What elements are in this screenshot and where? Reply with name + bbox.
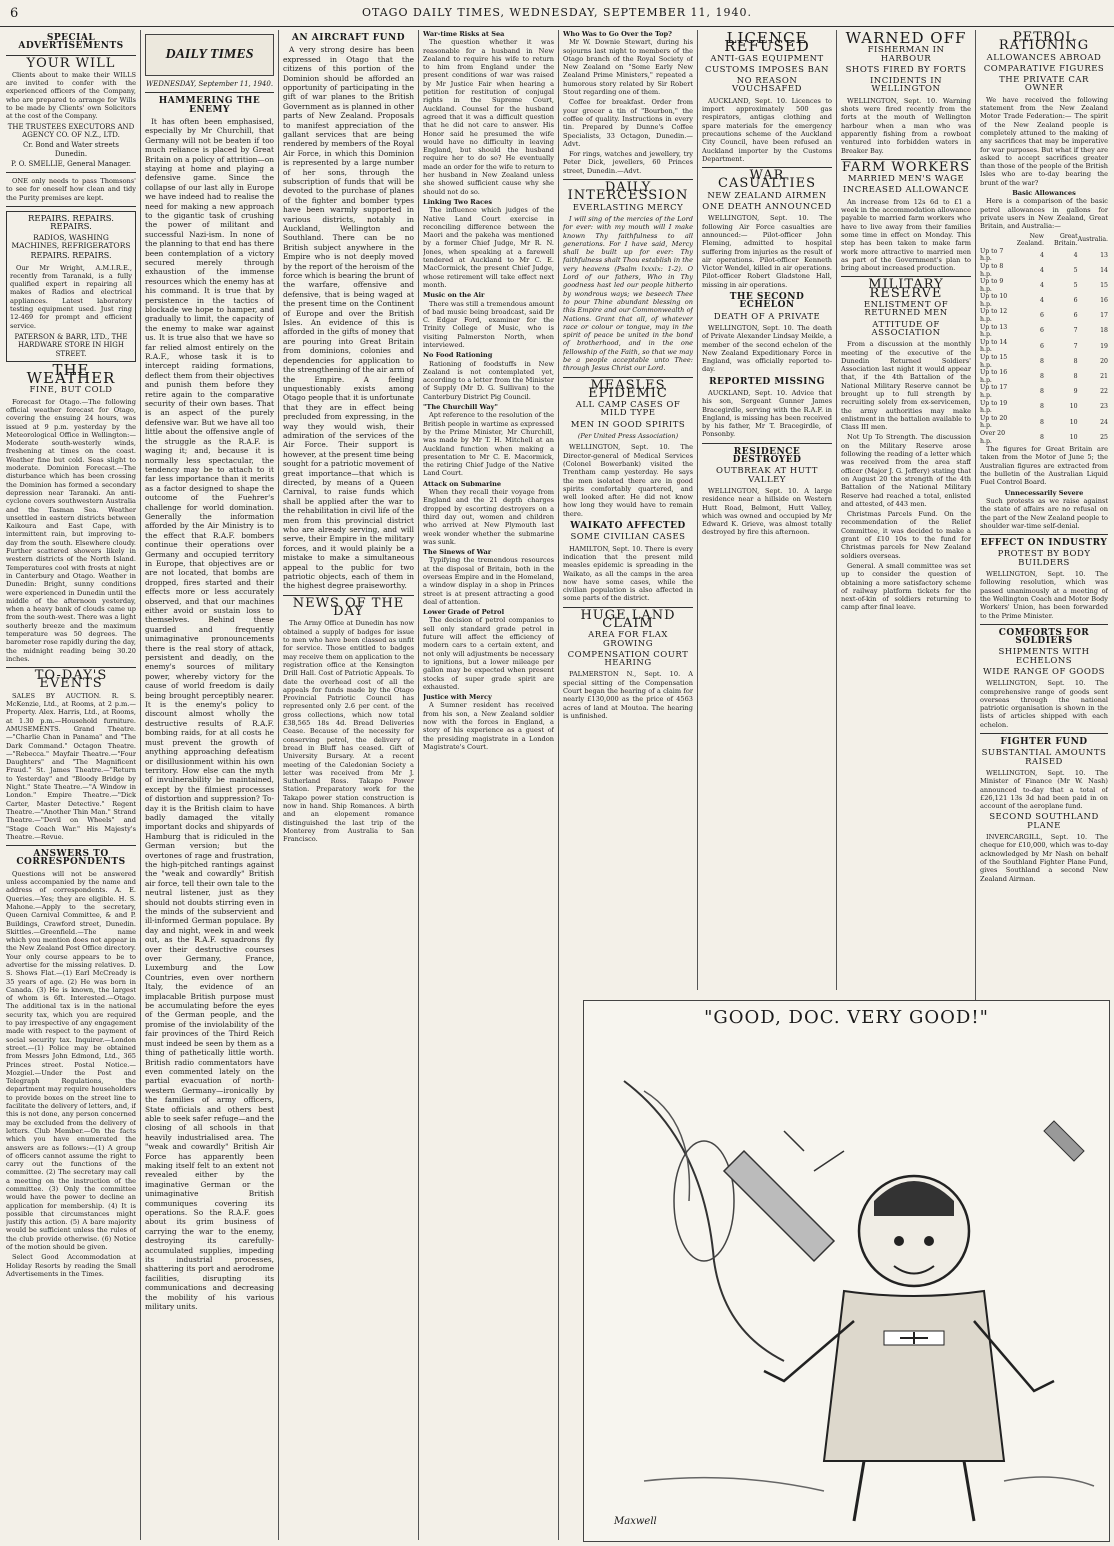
- holiday-ad: Select Good Accommodation at Holiday Resorts by reading the Small Advertisements in the Times.: [6, 1253, 136, 1278]
- table-cell: Up to 7 h.p.: [980, 247, 1004, 263]
- table-cell: [980, 233, 1008, 248]
- column-rule: [836, 30, 837, 990]
- leader-heading: HAMMERING THE ENEMY: [158, 96, 261, 115]
- echelon-heading: THE SECOND ECHELON: [729, 292, 805, 311]
- masthead: [0, 0, 1114, 27]
- column-rule: [558, 30, 559, 1540]
- effect-heading: EFFECT ON INDUSTRY: [980, 538, 1108, 549]
- effect-subheading: PROTEST BY BODY BUILDERS: [997, 549, 1091, 568]
- thomson-ad: ONE only needs to pass Thomsons' to see for oneself how clean and tidy the Purity premises are kept.: [6, 177, 136, 202]
- farm-text: An increase from 12s 6d to £1 a week in the accommodation allowance payable to married farm workers who have to live away from their families some time in effect on Monday. This step has been taken to make farm work more attractive to married men as part of the Government's plan to bring about increased production.: [841, 197, 971, 273]
- table-row: [980, 308, 1108, 323]
- table-cell: 10: [1069, 418, 1078, 426]
- southland-text: INVERCARGILL, Sept. 10. The cheque for £10,000, which was to-day acknowledged by Mr Nash on behalf of the Southland Fighter Plane Fund, gives Southland a second New Zealand Airman.: [980, 833, 1108, 883]
- repairs-title-2: REPAIRS. REPAIRS.: [30, 251, 112, 261]
- military-text: From a discussion at the monthly meeting of the executive of the Dunedin Returned Soldiers' Association last night it would appear that, if the 4th Battalion of the National Military Reserve cannot be brought up to full strength by recruiting solely from ex-servicemen, the army authorities may make enlistment in the battalion available to Class III men.: [841, 340, 971, 432]
- sinews-heading: The Sinews of War: [423, 548, 492, 557]
- table-cell: 7: [1073, 327, 1078, 335]
- column-rule: [278, 30, 279, 1540]
- table-cell: Up to 19 h.p.: [980, 399, 1008, 415]
- rings-ad: For rings, watches and jewellery, try Peter Dick, jewellers, 60 Princes street, Dunedin.—Advt.: [563, 150, 693, 175]
- petrol-rationing-heading: PETROL RATIONING: [998, 30, 1090, 54]
- farm-sub-1: MARRIED MEN'S WAGE: [847, 174, 965, 185]
- licence-sub-2: CUSTOMS IMPOSES BAN: [705, 64, 829, 75]
- intercession-text: I will sing of the mercies of the Lord for ever: with my mouth will I make known Thy faithfulness to all generations. For I have said, Mercy shall be built up for ever: Thy faithfulness shalt Thou establish in the very heavens (Psalm lxxxix: 1-2). O Lord of our fathers, Who in Thy goodness hast led our people hitherto by wondrous ways; we beseech Thee to pour Thine abundant blessing on this Empire and our Commonwealth of Nations. Grant that all, of whatever race or colour or tongue, may in the spirit of peace be united in the bond of brotherhood, and in the one fellowship of the Faith, so that we may be a people acceptable unto Thee: through Jesus Christ our Lord.: [563, 214, 693, 373]
- table-cell: Up to 8 h.p.: [980, 262, 1004, 278]
- waikato-heading: WAIKATO AFFECTED: [570, 521, 686, 532]
- column-4: [423, 30, 554, 1540]
- table-cell: 10: [1069, 433, 1078, 441]
- missing-heading: REPORTED MISSING: [709, 376, 825, 387]
- table-cell: 25: [1100, 433, 1108, 441]
- warned-text: WELLINGTON, Sept. 10. Warning shots were fired recently from the forts at the mouth of Wellington harbour when a man who was apparently fishing from a rowboat ventured into forbidden waters in Breaker Bay.: [841, 96, 971, 155]
- repairs-title: REPAIRS. REPAIRS. REPAIRS.: [27, 214, 115, 233]
- flag-text: DAILY TIMES: [165, 46, 254, 62]
- divider: [980, 733, 1108, 734]
- table-cell: 5: [1073, 266, 1078, 274]
- fighter-subheading: SUBSTANTIAL AMOUNTS RAISED: [981, 748, 1107, 767]
- comforts-sub-1: SHIPMENTS WITH ECHELONS: [998, 647, 1090, 666]
- churchill-heading: "The Churchill Way": [423, 403, 498, 412]
- linking-heading: Linking Two Races: [423, 197, 493, 206]
- warned-heading: WARNED OFF: [845, 30, 967, 47]
- paterson-name: PATERSON & BARR, LTD., THE HARDWARE STORE IN HIGH STREET.: [14, 332, 128, 358]
- table-row: [980, 400, 1108, 415]
- table-cell: 6: [1040, 312, 1044, 320]
- table-cell: 16: [1100, 297, 1108, 305]
- table-row: [980, 263, 1108, 278]
- table-cell: 8: [1040, 433, 1044, 441]
- warned-sub-3: INCIDENTS IN WELLINGTON: [869, 76, 943, 95]
- licence-sub-1: ANTI-GAS EQUIPMENT: [710, 53, 824, 64]
- table-cell: Up to 20 h.p.: [980, 414, 1008, 430]
- land-claim-text: PALMERSTON N., Sept. 10. A special sitting of the Compensation Court began the hearing of a claim for nearly £130,000 as the price of 4563 acres of land at Moutoa. The hearing is unfinished.: [563, 670, 693, 720]
- petrol-sub-3: THE PRIVATE CAR OWNER: [999, 75, 1089, 94]
- table-cell: 4: [1040, 281, 1044, 289]
- music-heading: Music on the Air: [423, 291, 485, 300]
- linking-text: The influence which judges of the Native Land Court exercise in reconciling difference between the Maori and the pakeha was mentioned by a former Chief Judge, Mr R. N. Jones, when speaking at a farewell tendered at Auckland to Mr C. E. MacCormick, the present Chief Judge, whose retirement will take effect next month.: [423, 206, 554, 289]
- comforts-sub-2: WIDE RANGE OF GOODS: [983, 666, 1105, 677]
- trustees-name: THE TRUSTEES EXECUTORS AND AGENCY CO. OF N.Z., LTD.: [7, 122, 135, 139]
- table-cell: 22: [1100, 388, 1108, 396]
- severe-heading: Unnecessarily Severe: [1004, 488, 1084, 497]
- licence-sub-3: NO REASON VOUCHSAFED: [732, 76, 802, 95]
- petrol-grade-heading: Lower Grade of Petrol: [423, 608, 505, 617]
- measles-text: WELLINGTON, Sept. 10. The Director-general of Medical Services (Colonel Bowerbank) visited the Trentham camp yesterday. He says the men isolated there are in good spirits comfortably quartered, and well looked after. He did not know how long they would have to remain there.: [563, 443, 693, 518]
- over-top-text: Mr W. Downie Stewart, during his sojourns last night to members of the Otago branch of the Royal Society of New Zealand on "Some Early New Zealand Prime Ministers," repeated a humorous story related by Sir Robert Stout regarding one of them.: [563, 38, 693, 97]
- table-cell: Over 20 h.p.: [980, 429, 1006, 445]
- table-cell: 19: [1100, 342, 1108, 350]
- war-casualties-sub-1: NEW ZEALAND AIRMEN: [707, 190, 827, 201]
- echelon-subheading: DEATH OF A PRIVATE: [713, 311, 821, 322]
- table-cell: 6: [1073, 297, 1078, 305]
- cartoon-drawing: [584, 1001, 1109, 1541]
- news-of-day-text: The Army Office at Dunedin has now obtained a supply of badges for issue to men who have been classed as unfit for service. Those entitled to badges may receive them on application to the registration office at the Kensington Drill Hall. Cost of Patriotic Appeals. To date the overhead cost of all the appeals for funds made by the Otago Provincial Patriotic Council has represented only 2.6 per cent. of the gross collections, which now total £38,565 18s 4d. Bread Deliveries Cease. Because of the necessity for conserving petrol, the delivery of bread in Bluff has ceased. Gift of University Bursary. At a recent meeting of the Caledonian Society a letter was received from Mr J. Sutherland Ross. Takapo Power Station. Preparatory work for the Takapo power station construction is now in hand. Ship Romances. A birth and an elopement romance distinguished the last trip of the Monterey from Australia to San Francisco.: [283, 619, 414, 844]
- residence-subheading: OUTBREAK AT HUTT VALLEY: [716, 466, 818, 485]
- column-rule: [418, 30, 419, 1540]
- submarine-text: When they recall their voyage from England and the 21 depth charges dropped by escorting destroyers on a third day out, women and children who arrived at New Plymouth last week wonder whether the submarine was sunk.: [423, 488, 554, 546]
- table-cell: Up to 9 h.p.: [980, 278, 1004, 293]
- comforts-text: WELLINGTON, Sept. 10. The comprehensive range of goods sent overseas through the national patriotic organisation is shown in the lists of articles shipped with each echelon.: [980, 679, 1108, 729]
- land-claim-sub-1: AREA FOR FLAX GROWING: [588, 630, 668, 649]
- weather-heading: THE WEATHER: [26, 360, 116, 388]
- answers-heading: ANSWERS TO CORRESPONDENTS: [16, 849, 126, 868]
- table-cell: 24: [1100, 418, 1108, 426]
- column-2: [145, 30, 274, 1540]
- table-cell: 6: [1040, 327, 1044, 335]
- will-heading: YOUR WILL: [26, 55, 116, 71]
- daily-times-flag: [145, 34, 274, 76]
- masthead-title: OTAGO DAILY TIMES, WEDNESDAY, SEPTEMBER 11, 1940.: [361, 6, 753, 19]
- table-cell: 6: [1040, 342, 1044, 350]
- justice-text: A Sumner resident has received from his son, a New Zealand soldier now with the forces in England, a story of his experience as a guest of the presiding magistrate in a London Magistrate's Court.: [423, 701, 554, 751]
- basic-allowances-heading: Basic Allowances: [1012, 189, 1076, 198]
- table-cell: 17: [1100, 312, 1108, 320]
- military-text-2: Not Up To Strength. The discussion on the Military Reserve arose following the reading of a letter which was received from the area staff officer (Major J. G. Jeffery) stating that on August 20 the strength of the 4th Battalion of the National Military Reserve had reached a total, enlisted and attested, of 443 men.: [841, 433, 971, 508]
- fighter-text: WELLINGTON, Sept. 10. The Minister of Finance (Mr W. Nash) announced to-day that a total of £26,121 13s 3d had been paid in on account of the aeroplane fund.: [980, 768, 1108, 811]
- christmas-text: Christmas Parcels Fund. On the recommendation of the Relief Committee, it was decided to make a grant of £10 10s to the fund for Christmas parcels for New Zealand soldiers overseas.: [841, 510, 971, 560]
- music-text: There was still a tremendous amount of bad music being broadcast, said Dr C. Edgar Ford, examiner for the Trinity College of Music, who is visiting Palmerston North, when interviewed.: [423, 299, 554, 349]
- table-cell: Up to 12 h.p.: [980, 308, 1008, 324]
- table-cell: 8: [1073, 373, 1078, 381]
- war-casualties-heading: WAR CASUALTIES: [718, 168, 816, 192]
- residence-heading: RESIDENCE DESTROYED: [732, 446, 802, 466]
- table-row: [980, 293, 1108, 308]
- table-cell: Up to 17 h.p.: [980, 384, 1008, 399]
- table-cell: Up to 15 h.p.: [980, 354, 1008, 369]
- table-cell: 8: [1040, 418, 1044, 426]
- table-cell: Up to 13 h.p.: [980, 323, 1008, 339]
- coffee-ad: Coffee for breakfast. Order from your grocer a tin of "Bourbon," the coffee of quality. Instructions in every tin. Prepared by Dunne's Coffee Specialists, 33 Octagon, Dunedin.—Advt.: [563, 98, 693, 148]
- table-row: [980, 339, 1108, 354]
- table-row: [980, 369, 1108, 384]
- table-cell: Australia.: [1077, 236, 1108, 244]
- divider: [6, 172, 136, 173]
- table-row: [980, 415, 1108, 430]
- divider: [702, 443, 832, 444]
- table-cell: Great Britain.: [1054, 232, 1078, 248]
- divider: [980, 534, 1108, 535]
- petrol-text: We have received the following statement from the New Zealand Motor Trade Federation:— The spirit of the New Zealand people is completely attuned to the making of any sacrifices that may be imperative for war purposes. But what if they are asked to accept sacrifices greater than those of the people of the British Isles who are to-day bearing the brunt of the war?: [980, 95, 1108, 187]
- food-text: Rationing of foodstuffs in New Zealand is not contemplated yet, according to a letter from the Minister of Supply (Mr D. G. Sullivan) to the Canterbury District Pig Council.: [423, 359, 554, 401]
- divider: [6, 845, 136, 846]
- trustees-address: Cr. Bond and Water streets Dunedin.: [22, 141, 120, 158]
- intercession-heading: DAILY INTERCESSION: [567, 180, 689, 204]
- food-heading: No Food Rationing: [423, 351, 493, 360]
- divider: [6, 206, 136, 207]
- divider: [980, 624, 1108, 625]
- missing-text: AUCKLAND, Sept. 10. Advice that his son, Sergeant Gunner James Bracegirdle, serving with the R.A.F. in England, is missing has been received by his father, Mr T. Bracegirdle, of Ponsonby.: [702, 388, 832, 439]
- news-of-day-heading: NEWS OF THE DAY: [292, 595, 405, 620]
- column-7: [841, 30, 971, 990]
- column-6: [702, 30, 832, 990]
- table-row: [980, 278, 1108, 293]
- leader-text: It has often been emphasised, especially by Mr Churchill, that Germany will not be beaten if too much reliance is placed by Great Britain on a policy of attrition—on staying at home and playing a defensive game. Since the collapse of our last ally in Europe we have indeed had to realise the need for making a new approach to the gigantic task of crushing the power of militant and successful Nazi-ism. In none of the planning to that end has there been contemplation of a victory secured merely through exhaustion of the immense resources which the enemy has at his command. It is true that by persistence in the tactics of blockade we hope to hamper, and gradually to limit, the capacity of the enemy to make war against us. It is true also that we have so far relied almost entirely on the R.A.F., whose task it is to intercept raiding formations, deflect them from their objectives and punish them before they retire again to the comparative security of their own bases. That is an aspect of the purely defensive war. But we have all too little about the offensive angle of the struggle as the R.A.F. is waging it; and, because it is normally less spectacular, the tendency may be to attach to it far less importance than it merits as a factor designed to shape the outcome of the Fuehrer's challenge for world domination. Generally the information afforded by the Air Ministry is to the effect that R.A.F. bombers continue their operations over Germany and occupied territory in Europe, that objectives are or are not located, that bombs are dropped, fires started and their effects more or less accurately observed, and that our machines either avoid or sustain loss to themselves. Behind these guarded and frequently unimaginative pronouncements there is the real story of attack, persistent and deadly, on the enemy's sources of military power, whereby victory for the cause of world freedom is daily being brought perceptibly nearer. It is the enemy's policy to discount almost wholly the destructive results of R.A.F. bombing raids, for at all costs he must prevent the growth of anything approaching defeatism or disillusionment within his own territory. How else can the myth of invulnerability be maintained, except by the filmiest processes of distortion and suppression? To-day it is the British claim to have badly damaged the vitally important docks and shipyards of Hamburg that is ridiculed in the German version; but the overtones of rage and frustration, the high-pitched rantings against the "weak and cowardly" British air force, tell their own tale to the neutral listener, just as they should not doubts stirring even in the minds of the subservient and ill-informed German populace. By day and night, week in and week out, as the R.A.F. squadrons fly over their destructive courses over Germany, France, Luxemburg and the Low Countries, even over northern Italy, the evidence of an implacable British purpose must be accumulating before the eyes of the German people, and the promise of the inviolability of the fair provinces of the Third Reich must indeed be seen by them as a thing of pathetically little worth. British radio commentators have even commented lately on the partial evacuation of north-western Germany—ironically by the families of army officers, State officials and others best able to seek safer refuge—and the closing of all schools in that heavily industrialised area. The "weak and cowardly" British Air Force has apparently been making itself felt to an extent not revealed either by the imaginative German or the unimaginative British communiques covering its operations. So the R.A.F. goes about its grim business of carrying the war to the enemy, destroying its carefully-accumulated supplies, impeding its industrial processes, shattering its port and aerodrome facilities, disrupting its communications and decreasing the mobility of his various military units.: [145, 116, 274, 1312]
- table-cell: 9: [1073, 388, 1078, 396]
- table-cell: 5: [1073, 281, 1078, 289]
- general-text: General. A small committee was set up to consider the question of obtaining a more satisfactory scheme of railway platform tickets for the next-of-kin of soldiers returning to camp after final leave.: [841, 561, 971, 612]
- events-heading: TO-DAY'S EVENTS: [34, 668, 108, 692]
- licence-heading: LICENCE REFUSED: [724, 30, 810, 56]
- radios-title: RADIOS, WASHING MACHINES, REFRIGERATORS: [11, 232, 131, 250]
- answers-text: Questions will not be answered unless accompanied by the name and address of correspondents. A. E. Queries.—Yes; they are eligible. H. S. Mahone.—Apply to the secretary, Queen Carnival Committee, & and P. Buildings, Crawford street, Dunedin. Skittles.—Greenfield.—The name which you mention does not appear in the New Zealand Post Office directory. Your only course appears to be to advertise for the missing relatives. D. S. Shows Flat.—(1) Earl McCready is 35 years of age. (2) He was born in Canada. (3) He is known, the largest of whom is 6ft. Interested.—Otago. The additional tax is in the national security tax, which you are required to pay irrespective of any engagement made with respect to the payment of social security tax. Inquirer.—London street.—(1) Police may be obtained from Messrs John Edmond, Ltd., 365 Princes street. Postal Notice.—Mozgiel.—Under the Post and Telegraph Regulations, the department may require householders to provide boxes on the street line to facilitate the delivery of letters, and, if this is not done, any person concerned may be excluded from the delivery of letters. Club Member.—On the facts which you have enumerated the answers are as follows:—(1) A group of officers cannot assume the right to carry out the functions of the committee. (2) The secretary may call a meeting on the instruction of the committee. (3) Only the committee would have the power to decline an application for membership. (4) It is possible that circumstances might justify this action. (5) A bare majority would be sufficient unless the rules of the club provide otherwise. (6) Notice of the motion should be given.: [6, 869, 136, 1252]
- table-row: [980, 324, 1108, 339]
- table-cell: 14: [1100, 266, 1108, 274]
- military-sub-1: ENLISTMENT OF RETURNED MEN: [863, 300, 949, 319]
- warned-sub-1: FISHERMAN IN HARBOUR: [867, 45, 945, 64]
- editorial-date: WEDNESDAY, September 11, 1940.: [145, 80, 274, 88]
- table-cell: 4: [1040, 266, 1044, 274]
- trustees-manager: P. O. SMELLIE, General Manager.: [10, 159, 132, 168]
- farm-heading: FARM WORKERS: [841, 159, 971, 175]
- events-text: SALES BY AUCTION. R. S. McKenzie, Ltd., at Rooms, at 2 p.m.—Property. Alex. Harris, Ltd., at Rooms, at 1.30 p.m.—Household furniture. AMUSEMENTS. Grand Theatre.—"Charlie Chan in Panama" and "The Dark Command." Octagon Theatre.—"Rebecca." Mayfair Theatre.—"Four Daughters" and "The Magnificent Fraud." St. James Theatre.—"Return to Yesterday" and "Bloody Bridge by Night." State Theatre.—"A Window in London." Empire Theatre.—"Dick Carter, Master Detective." Regent Theatre.—"Another Thin Man." Strand Theatre.—"Devil on Wheels" and "Stage Coach War." His Majesty's Theatre.—Revue.: [6, 691, 136, 841]
- table-cell: 4: [1040, 297, 1044, 305]
- table-notes: The figures for Great Britain are taken from the Motor of June 5; the Australian figures are extracted from the bulletin of the Australian Liquid Fuel Control Board.: [980, 445, 1108, 487]
- table-cell: New Zealand.: [1016, 232, 1044, 248]
- table-cell: Up to 16 h.p.: [980, 369, 1008, 384]
- cartoon-caption: "GOOD, DOC. VERY GOOD!": [704, 1007, 989, 1028]
- war-casualties-text: WELLINGTON, Sept. 10. The following Air Force casualties are announced:— Pilot-officer John Fleming, admitted to hospital suffering from injuries as the result of air operations. Pilot-officer Kenneth Victor Wendel, killed in air operations. Pilot-officer Robert Gladstone Hall, missing in air operations.: [702, 214, 832, 289]
- divider: [145, 92, 274, 93]
- weather-subheading: FINE, BUT COLD: [29, 385, 113, 396]
- table-cell: 4: [1040, 251, 1044, 259]
- submarine-heading: Attack on Submarine: [423, 479, 502, 488]
- sinews-text: Typifying the tremendous resources at the disposal of Britain, both in the overseas Empire and in the Homeland, a window display in a shop in Princes street is at present attracting a good deal of attention.: [423, 556, 554, 606]
- table-cell: 20: [1100, 357, 1108, 365]
- column-rule: [697, 30, 698, 990]
- table-cell: 21: [1100, 373, 1108, 381]
- wartime-text: The question whether it was reasonable for a husband in New Zealand to require his wife to return to him from England under the present conditions of war was raised by Mr Justice Fair when hearing a petition for restitution of conjugal rights in the Supreme Court, Auckland. Counsel for the husband agreed that it was a difficult question that he did not care to answer. His Honor said he presumed the wife would have no difficulty in leaving England, but should the husband require her to do so? He eventually made an order for the wife to return to her husband in New Zealand unless she showed sufficient cause why she should not do so.: [423, 38, 554, 196]
- justice-heading: Justice with Mercy: [423, 693, 492, 702]
- land-claim-heading: HUGE LAND CLAIM: [580, 607, 676, 631]
- basic-allowances-text: Here is a comparison of the basic petrol allowances in gallons for private users in New Zealand, Great Britain, and Australia:—: [980, 197, 1108, 231]
- table-cell: 8: [1040, 357, 1044, 365]
- intercession-subheading: EVERLASTING MERCY: [572, 202, 684, 213]
- fighter-heading: FIGHTER FUND: [1000, 737, 1088, 748]
- special-ads-heading: SPECIAL ADVERTISEMENTS: [18, 33, 124, 52]
- measles-sub-1: ALL CAMP CASES OF MILD TYPE: [575, 400, 681, 419]
- table-cell: 23: [1100, 403, 1108, 411]
- column-rule: [140, 30, 141, 1540]
- residence-text: WELLINGTON, Sept. 10. A large residence near a hillside on Western Hutt Road, Belmont, Hutt Valley, which was owned and occupied by Mr Edward K. Grieve, was almost totally destroyed by fire this afternoon.: [702, 486, 832, 537]
- table-header: [980, 233, 1108, 248]
- column-3: [283, 30, 414, 1540]
- petrol-grade-text: The decision of petrol companies to sell only standard grade petrol in future will affect the efficiency of modern cars to a certain extent, and not only will adjustments be necessary to ignitions, but a lower mileage per gallon may be expected when present stocks of super grade spirit are exhausted.: [423, 616, 554, 691]
- petrol-sub-1: ALLOWANCES ABROAD: [986, 52, 1102, 63]
- repairs-ad: [6, 211, 136, 362]
- aircraft-fund-heading: AN AIRCRAFT FUND: [291, 33, 406, 43]
- measles-sub-2: MEN IN GOOD SPIRITS: [570, 419, 686, 430]
- table-cell: Up to 14 h.p.: [980, 338, 1008, 354]
- page-number: 6: [10, 6, 19, 21]
- column-5: [563, 30, 693, 990]
- table-row: [980, 384, 1108, 399]
- table-cell: 6: [1073, 312, 1078, 320]
- table-cell: 7: [1073, 342, 1078, 350]
- table-cell: Up to 10 h.p.: [980, 293, 1008, 308]
- cartoon-signature: Maxwell: [614, 1516, 657, 1527]
- farm-sub-2: INCREASED ALLOWANCE: [842, 185, 970, 196]
- licence-text: AUCKLAND, Sept. 10. Licences to import approximately 500 gas respirators, antigas clothing and spare materials for the emergency precautions scheme of the Auckland City Council, have been refused an Auckland importer by the Customs Department.: [702, 96, 832, 163]
- table-cell: 8: [1040, 373, 1044, 381]
- table-row: [980, 430, 1108, 445]
- warned-sub-2: SHOTS FIRED BY FORTS: [845, 64, 967, 75]
- petrol-sub-2: COMPARATIVE FIGURES: [983, 63, 1105, 74]
- war-casualties-sub-2: ONE DEATH ANNOUNCED: [702, 202, 832, 213]
- over-top-heading: Who Was to Go Over the Top?: [563, 30, 672, 38]
- table-cell: 10: [1069, 403, 1078, 411]
- table-cell: 4: [1073, 251, 1078, 259]
- table-cell: 15: [1100, 281, 1108, 289]
- military-sub-2: ATTITUDE OF ASSOCIATION: [871, 319, 941, 338]
- table-cell: 8: [1073, 357, 1078, 365]
- weather-text: Forecast for Otago.—The following official weather forecast for Otago, covering the ensuing 24 hours, was issued at 9 p.m. yesterday by the Meteorological Office in Wellington:— Moderate south-westerly winds, freshening at times on the coast. Weather fine but cold. Seas slight to moderate. Dominion Forecast.—The disturbance which has been crossing the Dominion has formed a secondary depression near Taranaki. An anti-cyclone covers southwestern Australia and the Tasman Sea. Weather unsettled in eastern districts between Kaikoura and East Cape, with intermittent rain, but improving to-day from the south. Elsewhere cloudy. Further scattered showers likely in western districts of the North Island. Temperatures cool with frosts at night in Canterbury and Otago. Weather in Dunedin: Bright, sunny conditions were experienced in Dunedin until the middle of the afternoon yesterday, when a heavy bank of clouds came up from the south-west. There was a light southerly breeze and the maximum temperature was 50 degrees. The barometer rose rapidly during the day, the midnight reading being 30.20 inches.: [6, 397, 136, 663]
- echelon-text: WELLINGTON, Sept. 10. The death of Private Alexander Lindsay Meikle, a member of the second echelon of the New Zealand Expeditionary Force in England, was officially reported to-day.: [702, 323, 832, 374]
- military-heading: MILITARY RESERVE: [868, 277, 944, 301]
- wartime-heading: War-time Risks at Sea: [423, 30, 505, 38]
- table-row: [980, 354, 1108, 369]
- land-claim-sub-2: COMPENSATION COURT HEARING: [567, 649, 689, 669]
- aircraft-fund-text: A very strong desire has been expressed in Otago that the citizens of this portion of the Dominion should be afforded an opportunity of participating in the gift of war planes to the British Government as is planned in other parts of New Zealand. Proposals to manifest appreciation of the gallant services that are being rendered by members of the Royal Air Force, in which this Dominion is represented by a large number of her sons, through the subscription of funds that will be devoted to the purchase of planes of the fighter and bomber types have been warmly supported in various districts, notably in Auckland, Wellington and Southland. There can be no British subject anywhere in the Empire who is not deeply moved by the report of the heroism of the force which is bearing the brunt of the warfare, offensive and defensive, that is being waged at the present time on the Continent of Europe and over the British Isles. An evidence of this is afforded in the gifts of money that are pouring into Great Britain from dominions, colonies and dependencies for application to the strengthening of the air arm of the Empire. A feeling unquestionably exists among Otago people that it is unfortunate that they are in effect being precluded from expressing, in the way they would wish, their admiration of the services of the Air Force. Their support is however, at the present time being sought for a patriotic movement of great importance—that which is directed, by means of a Queen Carnival, to raise funds which shall be applied after the war to the rehabilitation in civil life of the men from this provincial district who are already serving, and will serve, their Empire in the military forces, and it would plainly be a mistake to make a simultaneous appeal to the public for two patriotic objects, each of them in the highest degree praiseworthy.: [283, 45, 414, 591]
- column-1: [6, 30, 136, 1540]
- press-assoc-byline: (Per United Press Association): [577, 432, 679, 441]
- table-row: [980, 248, 1108, 263]
- will-text: Clients about to make their WILLS are invited to confer with the experienced officers of the Company, who are prepared to arrange for Wills to be made by Clients' own Solicitors at the cost of the Company.: [6, 70, 136, 121]
- table-cell: 8: [1040, 403, 1044, 411]
- effect-text: WELLINGTON, Sept. 10. The following resolution, which was passed unanimously at a meeting of the Wellington Coach and Motor Body Workers' Union, has been forwarded to the Prime Minister.: [980, 570, 1108, 620]
- table-cell: 18: [1100, 327, 1108, 335]
- table-cell: 8: [1040, 388, 1044, 396]
- southland-heading: SECOND SOUTHLAND PLANE: [989, 812, 1099, 831]
- petrol-table: [980, 233, 1108, 446]
- measles-heading: MEASLES EPIDEMIC: [588, 377, 668, 401]
- comforts-heading: COMFORTS FOR SOLDIERS: [998, 627, 1090, 647]
- table-cell: 13: [1100, 251, 1108, 259]
- severe-text: Such protests as we raise against the state of affairs are no refusal on the part of the New Zealand people to shoulder war-time self-denial.: [980, 496, 1108, 530]
- wright-text: Our Mr Wright, A.M.I.R.E., recently from Taranaki, is a fully qualified expert in repairing all makes of Radios and electrical appliances. Latest laboratory testing equipment used. Just ring 12-469 for prompt and efficient service.: [10, 263, 132, 330]
- waikato-subheading: SOME CIVILIAN CASES: [570, 532, 686, 543]
- waikato-text: HAMILTON, Sept. 10. There is every indication that the present mild measles epidemic is spreading in the Waikato, as all the camps in the area now have some cases, while the civilian population is also affected in some parts of the district.: [563, 544, 693, 603]
- editorial-cartoon: [583, 1000, 1110, 1542]
- churchill-text: Apt reference to the resolution of the British people in wartime as expressed by the Prime Minister, Mr Churchill, was made by Mr T. H. Mitchell at an Auckland function when making a presentation to Mr C. E. Macormick, the retiring Chief Judge of the Native Land Court.: [423, 411, 554, 478]
